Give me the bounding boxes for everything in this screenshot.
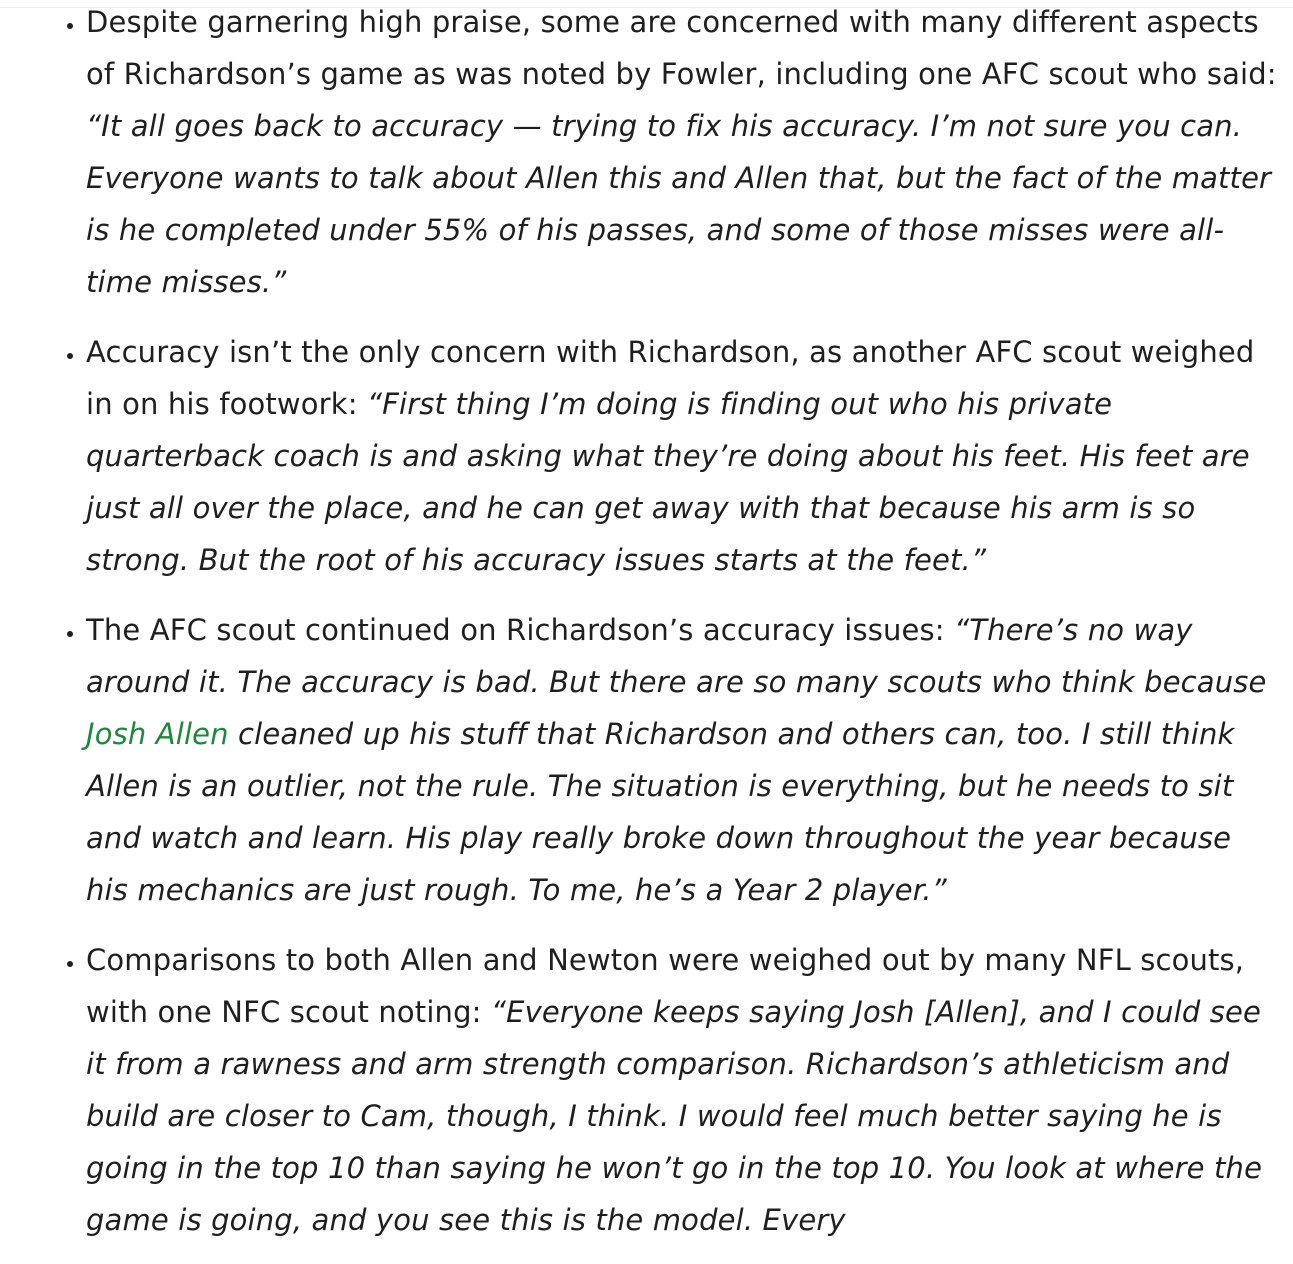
bullet-lead-text: Accuracy isn’t the only concern with Richardson, as another AFC scout weighed in on his footwork: (86, 335, 1255, 421)
quote-text-after-link: cleaned up his stuff that Richardson and others can, too. I still think Allen is an outlier, not the rule. The situation is everything, but he needs to sit and watch and learn. His play really broke down throughout the year because his mechanics are just rough. To me, he’s a Year 2 player.” (86, 717, 1235, 907)
scout-quote: “It all goes back to accuracy — trying to fix his accuracy. I’m not sure you can. Everyone wants to talk about Allen this and Allen that, but the fact of the matter is he completed under 55% of his passes, and some of those misses were all-time misses.” (86, 109, 1272, 299)
quote-text-before-link: “There’s no way around it. The accuracy is bad. But there are so many scouts who think because (86, 613, 1267, 699)
list-item (86, 604, 1293, 916)
bullet-lead-text: The AFC scout continued on Richardson’s accuracy issues: (86, 613, 955, 647)
scout-quote (86, 613, 1266, 907)
scout-quote: “First thing I’m doing is finding out who his private quarterback coach is and asking what they’re doing about his feet. His feet are just all over the place, and he can get away with that because his arm is so strong. But the root of his accuracy issues starts at the feet.” (86, 387, 1250, 577)
list-item (86, 0, 1293, 308)
list-item (86, 326, 1293, 586)
list-item (86, 934, 1293, 1246)
scout-quote: “Everyone keeps saying Josh [Allen], and I could see it from a rawness and arm strength comparison. Richardson’s athleticism and build are closer to Cam, though, I think. I would feel much better saying he is going in the top 10 than saying he won’t go in the top 10. You look at where the game is going, and you see this is the model. Every (86, 995, 1263, 1237)
bullet-lead-text: Comparisons to both Allen and Newton were weighed out by many NFL scouts, with one NFC scout noting: (86, 943, 1245, 1029)
bullet-lead-text: Despite garnering high praise, some are concerned with many different aspects of Richardson’s game as was noted by Fowler, including one AFC scout who said: (86, 5, 1277, 91)
josh-allen-link[interactable]: Josh Allen (86, 717, 229, 751)
